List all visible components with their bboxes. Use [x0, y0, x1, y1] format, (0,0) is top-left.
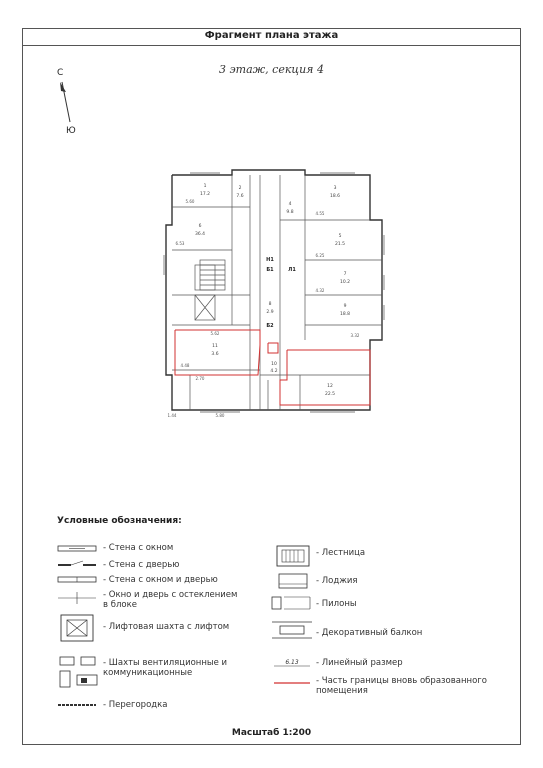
- dim-label: 6.53: [175, 241, 185, 246]
- balcony-icon: [270, 618, 314, 642]
- dim-label: 1.44: [167, 413, 177, 418]
- room-11-num: 11: [212, 344, 218, 349]
- pylon-label: Н1: [266, 257, 274, 263]
- compass-arrow-icon: [58, 80, 78, 126]
- room-5-area: 21.5: [334, 242, 346, 247]
- room-5-num: 5: [338, 234, 342, 239]
- linear-dim-icon: [272, 656, 312, 668]
- room-4-num: 4: [288, 202, 292, 207]
- document-title: Фрагмент плана этажа: [204, 30, 339, 41]
- pylon-label: Б1: [266, 267, 274, 273]
- room-10-area: 4.2: [270, 369, 278, 374]
- pylons-icon: [270, 594, 314, 612]
- room-11-area: 3.6: [211, 352, 219, 357]
- dim-label: 5.80: [215, 413, 225, 418]
- legend-title: Условные обозначения:: [57, 516, 182, 526]
- dim-label: 4.55: [315, 211, 325, 216]
- wall-door-icon: [57, 559, 97, 571]
- room-2-area: 7.6: [236, 194, 244, 199]
- boundary-line-icon: [272, 680, 312, 686]
- pylon-label: Б2: [266, 323, 274, 329]
- partition-icon: [57, 700, 97, 710]
- wall-window-door-icon: [57, 574, 97, 586]
- shafts-icon: [57, 655, 101, 693]
- room-6-area: 36.4: [194, 232, 206, 237]
- floor-plan: [160, 165, 385, 425]
- room-8-area: 2.9: [266, 310, 274, 315]
- dim-label: 4.32: [315, 288, 325, 293]
- room-7-area: 10.2: [339, 280, 351, 285]
- room-1-num: 1: [203, 184, 207, 189]
- room-7-num: 7: [343, 272, 347, 277]
- room-1-area: 17.2: [199, 192, 211, 197]
- room-9-num: 9: [343, 304, 347, 309]
- wall-window-icon: [57, 543, 97, 555]
- room-12-num: 12: [327, 384, 333, 389]
- dim-label: 6.25: [315, 253, 325, 258]
- legend-elevator: - Лифтовая шахта с лифтом: [103, 622, 230, 632]
- window-door-glazed-icon: [57, 591, 97, 605]
- room-2-num: 2: [238, 186, 242, 191]
- dim-label: 5.62: [210, 331, 220, 336]
- legend-pylons: - Пилоны: [316, 599, 357, 609]
- loggia-icon: [276, 572, 310, 590]
- room-8-num: 8: [268, 302, 272, 307]
- legend-window-door-glazed: - Окно и дверь с остеклением в блоке: [103, 590, 238, 610]
- room-3-num: 3: [333, 186, 337, 191]
- stairs-icon: [276, 545, 310, 567]
- legend-boundary: - Часть границы вновь образованного помещения: [316, 676, 487, 696]
- elevator-icon: [60, 614, 94, 642]
- legend-partition: - Перегородка: [103, 700, 168, 710]
- room-9-area: 18.8: [339, 312, 351, 317]
- legend-balcony: - Декоративный балкон: [316, 628, 423, 638]
- room-3-area: 18.6: [329, 194, 341, 199]
- legend-shafts: - Шахты вентиляционные и коммуникационные: [103, 658, 228, 678]
- legend-wall-door: - Стена с дверью: [103, 560, 180, 570]
- title-divider: [22, 45, 521, 46]
- legend-linear-dim: - Линейный размер: [316, 658, 403, 668]
- dim-label: 3.32: [350, 333, 360, 338]
- dim-label: 2.70: [195, 376, 205, 381]
- room-6-num: 6: [198, 224, 202, 229]
- dim-label: 4.48: [180, 363, 190, 368]
- floor-subtitle: 3 этаж, секция 4: [219, 63, 324, 76]
- compass-north-label: С: [57, 68, 64, 78]
- dim-label: 5.60: [185, 199, 195, 204]
- room-12-area: 22.5: [324, 392, 336, 397]
- pylon-label: Л1: [288, 267, 296, 273]
- scale-label: Масштаб 1:200: [231, 728, 312, 738]
- room-10-num: 10: [271, 362, 277, 367]
- legend-stairs: - Лестница: [316, 548, 366, 558]
- linear-dim-sample: 6.13: [285, 659, 299, 666]
- legend-wall-window: - Стена с окном: [103, 543, 174, 553]
- compass-south-label: Ю: [66, 126, 76, 136]
- legend-wall-window-door: - Стена с окном и дверью: [103, 575, 218, 585]
- legend-loggia: - Лоджия: [316, 576, 358, 586]
- room-4-area: 9.8: [286, 210, 294, 215]
